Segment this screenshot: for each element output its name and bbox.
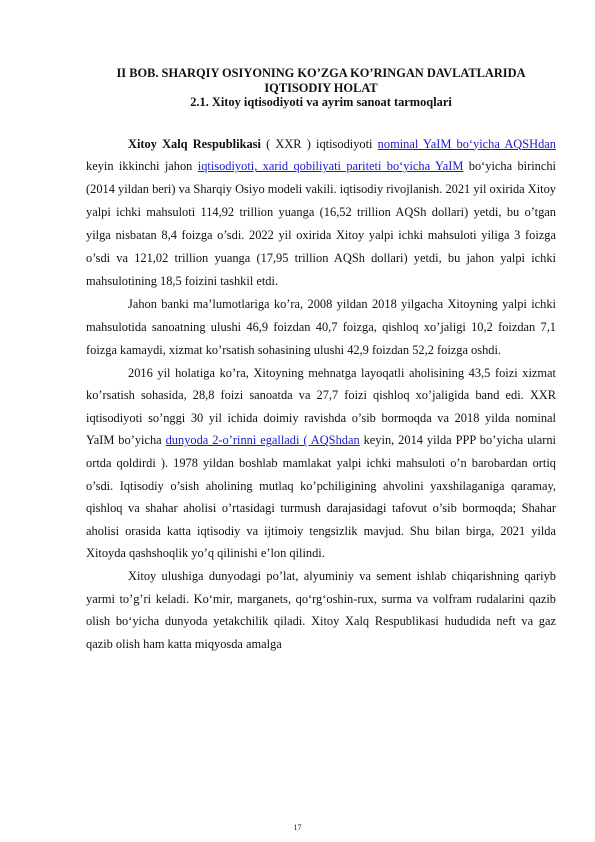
- text-run: keyin ikkinchi jahon: [86, 159, 198, 174]
- chapter-title-line2: IQTISODIY HOLAT: [264, 80, 378, 95]
- link-world-rank[interactable]: dunyoda 2-o’rinni egalladi ( AQShdan: [165, 433, 360, 448]
- text-run: 2016 yil holatiga ko’ra, Xitoyning mehnatga layoqatli aholisining 43,5 foizi xizmat ko’rsatish sohasida, 28,8 foizi sanoatda va 27,7 foizi qishloq xo’jaligida band edi. XXR iqtisodiyoti so’nggi 30 yil ichida doimiy ravishda o’sib bormoqda va 2018 yilda nominal YaIM bo’yicha: [86, 365, 556, 448]
- text-run: ( XXR ) iqtisodiyoti: [260, 136, 378, 151]
- text-run: keyin, 2014 yilda PPP bo’yicha ularni ortda qoldirdi ). 1978 yildan boshlab mamlakat yalpi ichki mahsuloti o’n barobardan ortiq o’sdi. Iqtisodiy o’sish aholining mutlaq ko’pchiligining ahvolini yaxshilaganiga qaramay, qishloq va shahar aholisi o’rtasidagi turmush darajasidagi tafovut o’sib bormoqda; Shahar aholisi orasida katta iqtisodiy va ijtimoiy tengsizlik mavjud. Shu bilan birga, 2021 yilda Xitoyda qashshoqlik yo’q qilinishi e’lon qilindi.: [86, 433, 556, 561]
- section-subtitle: 2.1. Xitoy iqtisodiyoti va ayrim sanoat tarmoqlari: [190, 95, 452, 109]
- paragraph-1: [86, 133, 556, 293]
- paragraph-2: Jahon banki ma’lumotlariga ko’ra, 2008 yildan 2018 yilgacha Xitoyning yalpi ichki mahsulotida sanoatning ulushi 46,9 foizdan 40,7 foizga, qishloq xo’jaligi 10,2 foizdan 7,1 foizga kamaydi, xizmat ko’rsatish sohasining ulushi 42,9 foizdan 52,2 foizga oshdi.: [86, 296, 556, 357]
- link-nominal-gdp[interactable]: nominal YaIM bo‘yicha AQSHdan: [377, 136, 556, 151]
- paragraph-3: [86, 362, 556, 565]
- bold-term: Xitoy Xalq Respublikasi: [128, 136, 261, 151]
- chapter-title-line1: II BOB. SHARQIY OSIYONING KO’ZGA KO’RINGAN DAVLATLARIDA: [116, 66, 526, 80]
- paragraph-4: Xitoy ulushiga dunyodagi po’lat, alyuminiy va sement ishlab chiqarishning qariyb yarmi to’g’ri keladi. Ko‘mir, marganets, qo‘rg‘oshin-rux, surma va volfram rudalarini qazib olish bo‘yicha dunyoda yetakchilik qiladi. Xitoy Xalq Respublikasi hududida neft va gaz qazib olish ham katta miqyosda amalga: [86, 568, 556, 651]
- text-run: bo‘yicha birinchi (2014 yildan beri) va Sharqiy Osiyo modeli vakili. iqtisodiy rivojlanish. 2021 yil oxirida Xitoy yalpi ichki mahsuloti 114,92 trillion yuanga (16,52 trillion AQSh dollari) yetdi, bu o’tgan yilga nisbatan 8,4 foizga o’sdi. 2022 yil oxirida Xitoy yalpi ichki mahsuloti yiliga 3 foizga o’sdi va 121,02 trillion yuanga (17,95 trillion AQSh dollari) yetdi, bu jahon yalpi ichki mahsulotining 18,5 foizini tashkil etdi.: [86, 159, 556, 288]
- page-number: 17: [293, 823, 302, 832]
- document-page: [86, 66, 556, 655]
- link-ppp-gdp[interactable]: iqtisodiyoti, xarid qobiliyati pariteti bo‘yicha YaIM: [197, 159, 464, 174]
